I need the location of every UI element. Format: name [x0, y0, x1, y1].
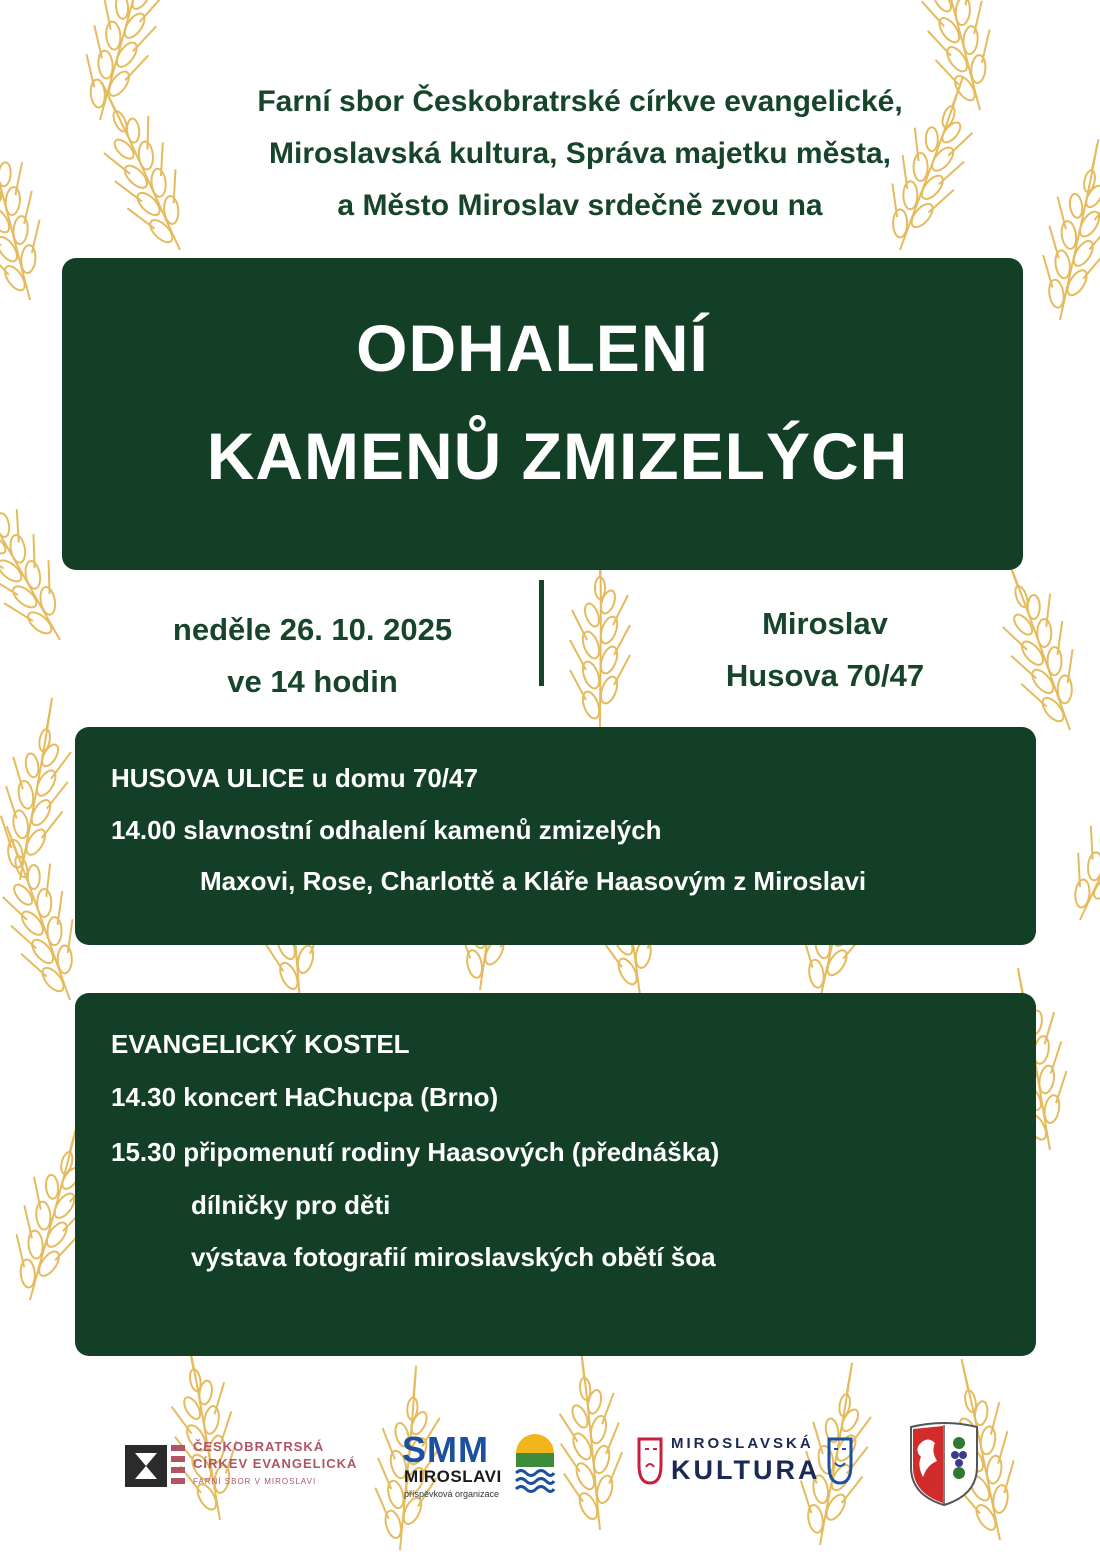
info-divider — [539, 580, 544, 686]
event-title-line-1: ODHALENÍ — [356, 311, 709, 385]
section-heading: EVANGELICKÝ KOSTEL — [111, 1029, 410, 1059]
intro-line-3: a Město Miroslav srdečně zvou na — [337, 189, 823, 222]
invitation-intro — [60, 76, 1100, 232]
miroslavska-kultura-logo — [635, 1433, 865, 1493]
theatre-mask-icon — [635, 1435, 669, 1487]
intro-line-2: Miroslavská kultura, Správa majetku města, — [269, 137, 891, 170]
partner-logos — [0, 1395, 1100, 1525]
ccce-logo-line-3: FARNÍ SBOR V MIROSLAVI — [193, 1477, 317, 1486]
event-town: Miroslav — [762, 606, 888, 641]
sun-waves-icon — [512, 1427, 558, 1493]
program-item-detail: Maxovi, Rose, Charlottě a Kláře Haasovým z Miroslavi — [200, 866, 867, 896]
smm-logo-subtitle: MIROSLAVI — [404, 1467, 502, 1486]
program-section-street — [75, 727, 1036, 945]
event-time: ve 14 hodin — [227, 664, 398, 699]
ccce-logo-line-2: CÍRKEV EVANGELICKÁ — [193, 1456, 358, 1471]
program-section-church — [75, 993, 1036, 1356]
kultura-logo-line-2: KULTURA — [671, 1455, 821, 1485]
program-item: 15.30 připomenutí rodiny Haasových (přednáška) — [111, 1137, 720, 1167]
theatre-mask-icon — [821, 1435, 855, 1487]
program-item: dílničky pro děti — [191, 1190, 391, 1220]
intro-line-1: Farní sbor Českobratrské církve evangelické, — [257, 85, 903, 118]
ccce-logo-line-1: ČESKOBRATRSKÁ — [193, 1439, 325, 1454]
miroslav-coat-of-arms-icon — [905, 1421, 983, 1507]
event-title-box — [62, 258, 1023, 570]
section-heading: HUSOVA ULICE u domu 70/47 — [111, 763, 478, 793]
program-item: výstava fotografií miroslavských obětí šoa — [191, 1242, 716, 1272]
event-title-line-2: KAMENŮ ZMIZELÝCH — [206, 419, 909, 493]
smm-logo-note: příspěvková organizace — [404, 1489, 500, 1499]
kultura-logo-line-1: MIROSLAVSKÁ — [671, 1435, 814, 1452]
chalice-cross-icon — [125, 1443, 187, 1489]
ccce-logo — [125, 1435, 365, 1495]
event-location — [650, 598, 1000, 702]
event-date-time — [110, 604, 515, 708]
smm-logo-title: SMM — [402, 1429, 489, 1470]
program-item: 14.30 koncert HaChucpa (Brno) — [111, 1082, 499, 1112]
program-item: 14.00 slavnostní odhalení kamenů zmizelých — [111, 815, 662, 845]
event-address: Husova 70/47 — [725, 658, 925, 693]
smm-logo — [400, 1427, 560, 1507]
event-date: neděle 26. 10. 2025 — [172, 612, 453, 647]
